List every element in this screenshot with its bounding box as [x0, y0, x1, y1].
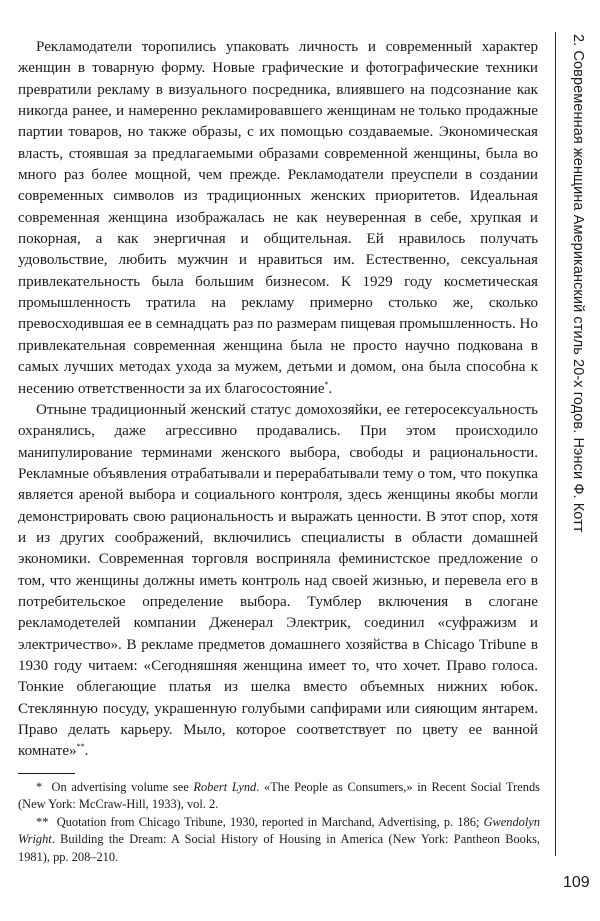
footnote-2-author: Gwendolyn Wright: [18, 814, 540, 847]
paragraph-2-text: Отныне традиционный женский статус домохозяйки, ее гетеросексуальность охранялись, даже агрессивно продавались. При этом происходило манипулирование терминами женского выбора, свободы и рациональности. Рекламные объявления отрабатывали и перерабатывали тему о том, что покупка является ареной выбора и социального контроля, здесь женщины якобы могли демонстрировать свою рациональность и выражать ценности. В этот спор, хотя и из других соображений, включились специалисты в области домашней экономики. Современная торговля восприняла феминистское предложение о том, что женщины должны иметь контроль над своей жизнью, и перевела его в потребительское определение выбора. Тумблер включения в слогане рекламодетелей компании Дженерал Электрик, соединил «суфражизм и электричество». В рекламе предметов домашнего хозяйства в Chicago Tribune в 1930 году читаем: «Сегодняшняя женщина имеет то, что хочет. Право голоса. Тонкие облегающие платья из шелка вместо объемных нижних юбок. Стеклянную посуду, украшенную голубыми сапфирами или сияющим янтарем. Право делать карьеру. Мыло, которое соответствует по цвету ее ванной комнате»: [18, 401, 538, 760]
footnote-2-post: . Building the Dream: A Social History of Housing in America (New York: Pantheon Books, 1981), pp. 208–210.: [18, 832, 540, 864]
footnote-1-mark: *: [36, 780, 43, 794]
footnote-separator: [18, 773, 75, 774]
paragraph-2: Отныне традиционный женский статус домохозяйки, ее гетеросексуальность охранялись, даже агрессивно продавались. При этом происходило манипулирование терминами женского выбора, свободы и рациональности. Рекламные объявления отрабатывали и перерабатывали тему о том, что покупка является ареной выбора и социального контроля, здесь женщины якобы могли демонстрировать свою рациональность и выражать ценности. В этот спор, хотя и из других соображений, включились специалисты в области домашней экономики. Современная торговля восприняла феминистское предложение о том, что женщины должны иметь контроль над своей жизнью, и перевела его в потребительское определение выбора. Тумблер включения в слогане рекламодетелей компании Дженерал Электрик, соединил «суфражизм и электричество». В рекламе предметов домашнего хозяйства в Chicago Tribune в 1930 году читаем: «Сегодняшняя женщина имеет то, что хочет. Право голоса. Тонкие облегающие платья из шелка вместо объемных нижних юбок. Стеклянную посуду, украшенную голубыми сапфирами или сияющим янтарем. Право делать карьеру. Мыло, которое соответствует по цвету ее ванной комнате»**.: [18, 401, 538, 760]
running-head-rule: [555, 32, 556, 856]
footnote-2-pre: Quotation from Chicago Tribune, 1930, reported in Marchand, Advertising, p. 186;: [56, 814, 484, 829]
running-head: 2. Современная женщина Американский стиль 20-х годов. Нэнси Ф. Котт: [570, 34, 586, 533]
footnote-2: [18, 814, 540, 866]
footnote-1-pre: On advertising volume see: [51, 780, 194, 794]
footnotes: [18, 779, 540, 866]
footnote-1: [18, 779, 540, 814]
page-number: 109: [563, 874, 590, 891]
footnote-2-mark: **: [36, 814, 49, 829]
footnote-1-author: Robert Lynd: [193, 780, 257, 794]
body-text: [18, 37, 538, 763]
footnote-ref-1: *: [324, 379, 329, 389]
paragraph-1: Рекламодатели торопились упаковать личность и современный характер женщин в товарную форму. Новые графические и фотографические техники превратили рекламу в визуального посредника, влиявшего на подсознание как никогда ранее, и намеренно рекламировавшего женщинам не только продажные партии товаров, но также образы, с их помощью создаваемые. Экономическая власть, стоявшая за предлагаемыми образами современной женщины, была во много раз более мощной, чем прежде. Рекламодатели преуспели в создании современных символов из традиционных женских приоритетов. Идеальная современная женщина изображалась не как неуверенная в себе, хрупкая и покорная, а как энергичная и общительная. Ей нравилось получать удовольствие, любить мужчин и нравиться им. Естественно, сексуальная привлекательность была большим бизнесом. К 1929 году косметическая промышленность тратила на рекламу примерно столько же, сколько превосходившая ее в семнадцать раз по размерам пищевая промышленность. Но привлекательная современная женщина была не просто научно подкована в самых лучших методах ухода за мужем, детьми и домом, она была способна к несению ответственности за их благосостояние*.: [18, 39, 538, 397]
footnote-1-post: . «The People as Consumers,» in Recent Social Trends (New York: McCraw-Hill, 1933), vol. 2.: [18, 780, 540, 812]
paragraph-1-text: Рекламодатели торопились упаковать личность и современный характер женщин в товарную форму. Новые графические и фотографические техники превратили рекламу в визуального посредника, влиявшего на подсознание как никогда ранее, и намеренно рекламировавшего женщинам не только продажные партии товаров, но также образы, с их помощью создаваемые. Экономическая власть, стоявшая за предлагаемыми образами современной женщины, была во много раз более мощной, чем прежде. Рекламодатели преуспели в создании современных символов из традиционных женских приоритетов. Идеальная современная женщина изображалась не как неуверенная в себе, хрупкая и покорная, а как энергичная и общительная. Ей нравилось получать удовольствие, любить мужчин и нравиться им. Естественно, сексуальная привлекательность была большим бизнесом. К 1929 году косметическая промышленность тратила на рекламу примерно столько же, сколько превосходившая ее в семнадцать раз по размерам пищевая промышленность. Но привлекательная современная женщина была не просто научно подкована в самых лучших методах ухода за мужем, детьми и домом, она была способна к несению ответственности за их благосостояние: [18, 39, 538, 397]
footnote-ref-2: **: [76, 742, 85, 752]
